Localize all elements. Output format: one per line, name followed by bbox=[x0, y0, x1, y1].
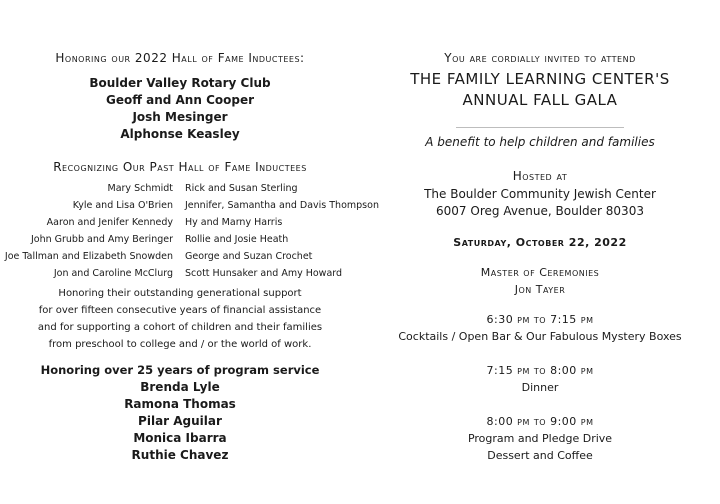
support-note bbox=[0, 285, 360, 353]
schedule-desc: Cocktails / Open Bar & Our Fabulous Mystery Boxes bbox=[398, 330, 682, 343]
inductee-name: Boulder Valley Rotary Club bbox=[89, 76, 271, 90]
support-note-line: Honoring their outstanding generational support bbox=[58, 288, 302, 299]
event-title-line2: ANNUAL FALL GALA bbox=[462, 91, 618, 109]
service-name: Brenda Lyle bbox=[140, 380, 220, 394]
past-inductee: Jon and Caroline McClurg bbox=[53, 268, 173, 279]
past-inductees-heading: Recognizing Our Past Hall of Fame Inductees bbox=[53, 160, 307, 174]
service-name: Ruthie Chavez bbox=[131, 448, 229, 462]
service-list bbox=[0, 379, 360, 464]
past-inductee: Rick and Susan Sterling bbox=[185, 183, 298, 194]
past-inductee: George and Suzan Crochet bbox=[185, 251, 313, 262]
schedule-desc: Program and Pledge Drive bbox=[467, 432, 613, 445]
past-inductee: Hy and Marny Harris bbox=[185, 217, 283, 228]
event-title-line1: THE FAMILY LEARNING CENTER'S bbox=[410, 70, 670, 88]
venue-address: 6007 Oreg Avenue, Boulder 80303 bbox=[436, 204, 644, 218]
mc-name: Jon Tayer bbox=[514, 283, 566, 296]
support-note-line: for over fifteen consecutive years of financial assistance bbox=[38, 305, 322, 316]
past-inductee: Aaron and Jenifer Kennedy bbox=[46, 217, 173, 228]
right-panel bbox=[360, 0, 720, 504]
schedule-time: 6:30 pm to 7:15 pm bbox=[486, 313, 594, 326]
hosted-label: Hosted at bbox=[512, 169, 568, 183]
invite-line: You are cordially invited to attend bbox=[444, 51, 636, 65]
service-name: Pilar Aguilar bbox=[138, 414, 222, 428]
support-note-line: and for supporting a cohort of children and their families bbox=[37, 322, 323, 333]
event-date: Saturday, October 22, 2022 bbox=[453, 236, 627, 249]
service-name: Ramona Thomas bbox=[124, 397, 236, 411]
venue-name: The Boulder Community Jewish Center bbox=[424, 187, 656, 201]
service-name: Monica Ibarra bbox=[133, 431, 227, 445]
inductee-name: Josh Mesinger bbox=[132, 110, 228, 124]
inductee-name: Alphonse Keasley bbox=[120, 127, 240, 141]
tagline: A benefit to help children and families bbox=[425, 135, 655, 149]
schedule-time: 7:15 pm to 8:00 pm bbox=[486, 364, 594, 377]
past-inductee: Kyle and Lisa O'Brien bbox=[72, 200, 173, 211]
past-inductee: Mary Schmidt bbox=[107, 183, 173, 194]
inductee-name: Geoff and Ann Cooper bbox=[105, 93, 255, 107]
support-note-line: from preschool to college and / or the world of work. bbox=[48, 339, 312, 350]
schedule-extra: Dessert and Coffee bbox=[487, 449, 593, 462]
schedule-desc: Dinner bbox=[521, 381, 559, 394]
past-inductee: Scott Hunsaker and Amy Howard bbox=[185, 268, 343, 279]
mc-label: Master of Ceremonies bbox=[480, 266, 600, 279]
schedule-time: 8:00 pm to 9:00 pm bbox=[486, 415, 594, 428]
past-inductee: Joe Tallman and Elizabeth Snowden bbox=[4, 251, 173, 262]
inductees-heading: Honoring our 2022 Hall of Fame Inductees: bbox=[55, 51, 305, 65]
inductee-list bbox=[0, 75, 360, 143]
past-inductee: Jennifer, Samantha and Davis Thompson bbox=[185, 200, 379, 211]
service-heading: Honoring over 25 years of program service bbox=[40, 363, 320, 377]
divider bbox=[456, 127, 624, 128]
past-inductee: John Grubb and Amy Beringer bbox=[30, 234, 173, 245]
past-inductee: Rollie and Josie Heath bbox=[185, 234, 289, 245]
